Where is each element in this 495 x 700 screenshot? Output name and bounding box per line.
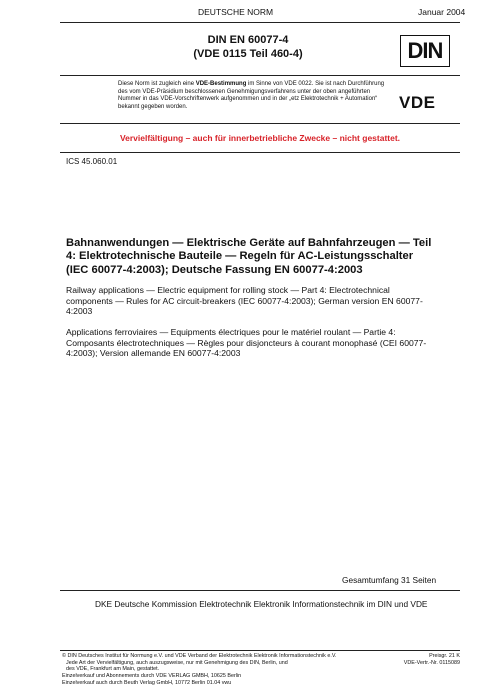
footer-copyright-line: des VDE, Frankfurt am Main, gestattet. <box>66 666 160 673</box>
rule-under-reproduction <box>60 152 460 153</box>
vde-notice-part2: im Sinne von VDE 0022. Sie ist nach Durchführung des vom VDE-Präsidium beschlossenen Genehmigungsverfahrens unter der oben angeführten Nummer in das VDE-Vorschriftenwerk aufgenommen und in der „etz Elektrotechnik + Automation“ bekannt gegeben worden. <box>118 81 385 110</box>
rule-above-committee <box>60 590 460 591</box>
document-number: DIN EN 60077-4 <box>207 34 289 46</box>
order-number: VDE-Vertr.-Nr. 0115089 <box>403 660 460 666</box>
price-group: Preisgr. 21 K <box>429 653 460 659</box>
footer-copyright-line: Jede Art der Vervielfältigung, auch auszugsweise, nur mit Genehmigung des DIN, Berlin, und <box>66 659 288 666</box>
title-german: Bahnanwendungen — Elektrische Geräte auf Bahnfahrzeugen — Teil 4: Elektrotechnische Bauteile — Regeln für AC-Leistungsschalter (IEC 60077-4:2003); Deutsche Fassung EN 60077-4:2003 <box>66 237 432 276</box>
rule-under-designation <box>60 75 460 76</box>
vde-notice-bold: VDE-Bestimmung <box>195 81 247 87</box>
footer-sales-line: Einzelverkauf auch durch Beuth Verlag GmbH, 10772 Berlin 01.04 vwu <box>62 679 232 686</box>
committee-line: DKE Deutsche Kommission Elektrotechnik Elektronik Informationstechnik im DIN und VDE <box>95 599 428 609</box>
top-rule <box>60 22 460 23</box>
vde-notice-part1: Diese Norm ist zugleich eine <box>118 81 196 87</box>
din-logo-text: DIN <box>407 38 443 63</box>
title-french: Applications ferroviaires — Equipments électriques pour le matériel roulant — Partie 4: Composants électrotechniques — Règles pour disjoncteurs à courant monophasé (CEI 60077-4:2003); Version allemande EN 60077-4:2003 <box>66 327 427 359</box>
vde-notice <box>118 81 388 111</box>
footer-copyright <box>62 653 402 687</box>
issue-date: Januar 2004 <box>418 7 466 17</box>
din-logo <box>400 35 450 67</box>
reproduction-notice: Vervielfältigung – auch für innerbetriebliche Zwecke – nicht gestattet. <box>119 133 401 143</box>
vde-classification: (VDE 0115 Teil 460-4) <box>193 48 303 60</box>
vde-logo: VDE <box>399 93 436 112</box>
rule-under-notice <box>60 123 460 124</box>
total-pages: Gesamtumfang 31 Seiten <box>342 575 437 585</box>
footer-sales-line: Einzelverkauf und Abonnements durch VDE VERLAG GMBH, 10625 Berlin <box>62 673 242 680</box>
ics-code: ICS 45.060.01 <box>66 157 118 166</box>
title-english: Railway applications — Electric equipment for rolling stock — Part 4: Electrotechnical components — Rules for AC circuit-breakers (IEC 60077-4:2003); German version EN 60077-4:2003 <box>66 285 423 317</box>
norm-type: DEUTSCHE NORM <box>198 7 274 17</box>
footer-rule <box>60 650 460 651</box>
footer-copyright-line: © DIN Deutsches Institut für Normung e.V. und VDE Verband der Elektrotechnik Elektronik Informationstechnik e.V. <box>62 653 337 659</box>
